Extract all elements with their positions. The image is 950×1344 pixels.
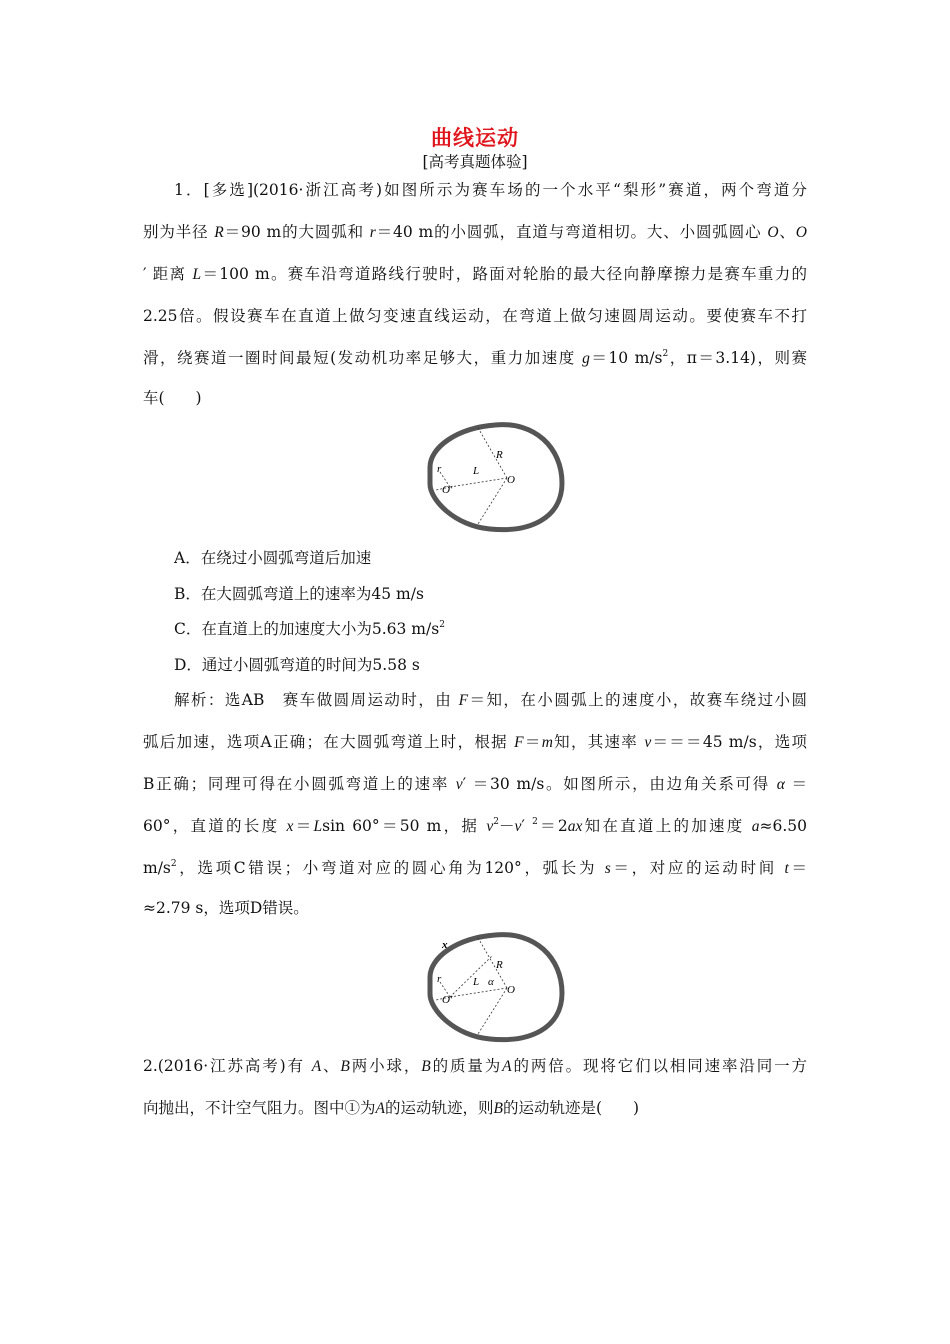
label-L: L (473, 976, 480, 988)
option-b: B．在大圆弧弯道上的速率为45 m/s (174, 585, 424, 603)
section-subtitle: [高考真题体验] (422, 153, 528, 171)
q1-line-1: 1．[多选](2016·浙江高考)如图所示为赛车场的一个水平“梨形”赛道，两个弯道分 (174, 181, 807, 199)
q1-line-4: 2.25倍。假设赛车在直道上做匀变速直线运动，在弯道上做匀速圆周运动。要使赛车不打 (143, 307, 807, 325)
q1-line-3: ′ 距离 L＝100 m。赛车沿弯道路线行驶时，路面对轮胎的最大径向静摩擦力是赛车重力的 (143, 265, 807, 283)
label-O: O (507, 474, 515, 486)
track-diagram-2 (410, 928, 570, 1046)
page-title: 曲线运动 (431, 126, 519, 150)
label-O: O (507, 984, 515, 996)
q1-line-5: 滑，绕赛道一圈时间最短(发动机功率足够大，重力加速度 g＝10 $m/s^2$，π＝3.14)，则赛 (143, 349, 807, 367)
line-L (450, 988, 507, 997)
label-L: L (473, 465, 480, 477)
analysis-line-1: 解析：选AB 赛车做圆周运动时，由 F＝知，在小圆弧上的速度小，故赛车绕过小圆 (174, 691, 807, 709)
analysis-line-5: $m/s^2$，选项C错误；小弯道对应的圆心角为120°，弧长为 s＝，对应的运动时间 t＝ (143, 859, 807, 877)
line-R-down (478, 478, 507, 524)
label-alpha: α (488, 976, 494, 988)
option-c: C．在直道上的加速度大小为5.63 $m/s^2$ (174, 620, 445, 638)
q1-line-2: 别为半径 R＝90 m的大圆弧和 r＝40 m的小圆弧，直道与弯道相切。大、小圆弧圆心 O、O (143, 223, 807, 241)
label-R: R (496, 959, 503, 971)
line-L (450, 478, 507, 487)
line-chord (450, 955, 493, 997)
option-a: A．在绕过小圆弧弯道后加速 (174, 549, 372, 567)
option-d: D．通过小圆弧弯道的时间为5.58 s (174, 656, 420, 674)
analysis-line-3: B正确；同理可得在小圆弧弯道上的速率 v′ ＝30 m/s。如图所示，由边角关系可得 α ＝ (143, 775, 807, 793)
q2-line-1: 2.(2016·江苏高考)有 A、B两小球，B的质量为A的两倍。现将它们以相同速率沿同一方 (143, 1057, 807, 1075)
track-outline (430, 935, 562, 1040)
q2-line-2: 向抛出，不计空气阻力。图中①为A的运动轨迹，则B的运动轨迹是( ) (143, 1099, 640, 1117)
track-outline (430, 425, 562, 530)
analysis-line-4: 60°，直道的长度 x＝Lsin 60°＝50 m，据 $v^2-v'$ $^2$＝2ax知在直道上的加速度 a≈6.50 (143, 817, 807, 835)
label-O1: O′ (442, 484, 453, 496)
analysis-line-6: ≈2.79 s，选项D错误。 (143, 899, 309, 917)
line-R-down (478, 988, 507, 1034)
label-x: x (442, 939, 448, 951)
label-R: R (496, 449, 503, 461)
track-diagram-1 (410, 418, 570, 536)
label-r: r (437, 973, 442, 985)
label-r: r (437, 463, 442, 475)
analysis-line-2: 弧后加速，选项A正确；在大圆弧弯道上时，根据 F＝m知，其速率 v＝＝＝45 m/s，选项 (143, 733, 807, 751)
label-O1: O′ (442, 994, 453, 1006)
q1-line-6: 车( ) (143, 389, 202, 407)
